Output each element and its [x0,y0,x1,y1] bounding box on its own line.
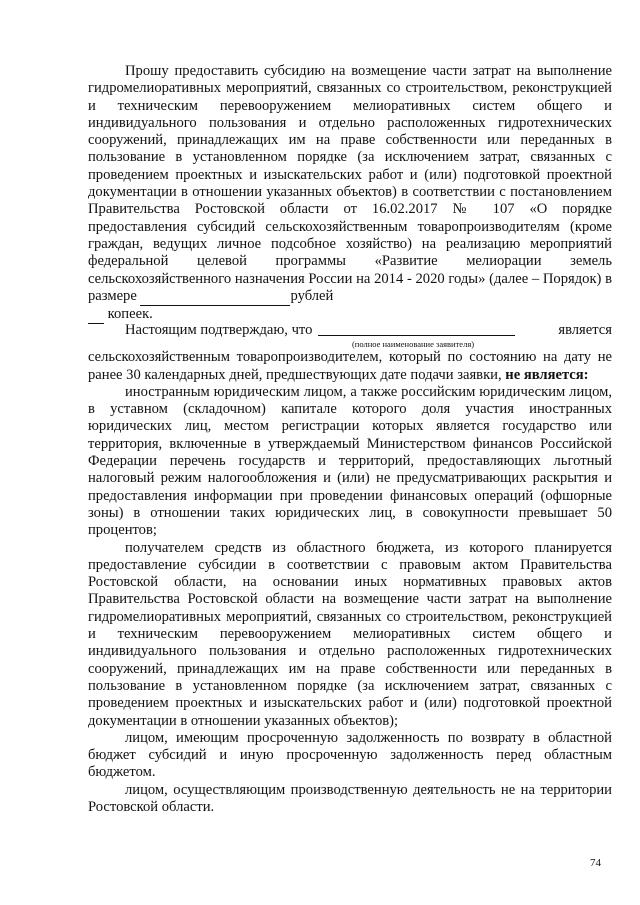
page-number: 74 [590,857,601,869]
not-is-label: не является: [505,366,589,383]
item-overdue-debt: лицом, имеющим просроченную задолженность по возврату в областной бюджет субсидий и иную просроченную задолженность перед областным бюджетом. [88,729,612,781]
request-paragraph [88,63,612,306]
confirm-line [88,322,612,339]
item-territory: лицом, осуществляющим производственную деятельность не на территории Ростовской области. [88,781,612,816]
amount-rubles-field[interactable] [140,288,290,306]
applicant-caption: (полное наименование заявителя) [351,339,475,349]
request-section [88,63,612,324]
continuation-paragraph [88,349,612,384]
applicant-name-field[interactable] [318,334,515,336]
request-text: Прошу предоставить субсидию на возмещение части затрат на выполнение гидромелиоративных мероприятий, связанных со строительством, реконструкцией и техническим перевооружением мелиоративных систем общего и индивидуального пользования и отдельно расположенных гидротехнических сооружений, принадлежащих им на праве собственности или переданных в пользование в установленном порядке (за исключением затрат, связанных с проведением проектных и изыскательских работ и (или) подготовкой проектной документации в отношении указанных объектов) в соответствии с постановлением Правительства Ростовской области от 16.02.2017 № 107 «О порядке предоставления субсидий сельскохозяйственным товаропроизводителям (кроме граждан, ведущих личное подсобное хозяйство) на реализацию мероприятий федеральной целевой программы «Развитие мелиорации земель сельскохозяйственного назначения России на 2014 - 2020 годы» (далее – Порядок) в размере [88,63,612,304]
kopeks-label: копеек. [107,306,153,323]
item-budget-recipient: получателем средств из областного бюджета, из которого планируется предоставление субсидии в соответствии с правовым актом Правительства Ростовской области, на основании иных нормативных правовых актов Правительства Ростовской области на возмещение части затрат на выполнение гидромелиоративных мероприятий, связанных со строительством, реконструкцией и техническим перевооружением мелиоративных систем общего и индивидуального пользования и отдельно расположенных гидротехнических сооружений, принадлежащих им на праве собственности или переданных в пользование в установленном порядке (за исключением затрат, связанных с проведением проектных и изыскательских работ и (или) подготовкой проектной документации в отношении указанных объектов); [88,539,612,729]
confirmation-section [88,322,612,816]
continuation-text: сельскохозяйственным товаропроизводителем, который по состоянию на дату не ранее 30 календарных дней, предшествующих дате подачи заявки, [88,349,612,383]
item-foreign-entity: иностранным юридическим лицом, а также российским юридическим лицом, в уставном (складочном) капитале которого доля участия иностранных юридических лиц, местом регистрации которых является государство или территория, включенные в утверждаемый Министерством финансов Российской Федерации перечень государств и территорий, предоставляющих льготный налоговый режим налогообложения и (или) не предусматривающих раскрытия и предоставления информации при проведении финансовых операций (офшорные зоны) в отношении таких юридических лиц, в совокупности превышает 50 процентов; [88,383,612,539]
rubles-label: рублей [290,287,334,304]
confirm-end: является [558,322,612,338]
confirm-start: Настоящим подтверждаю, что [125,322,313,338]
